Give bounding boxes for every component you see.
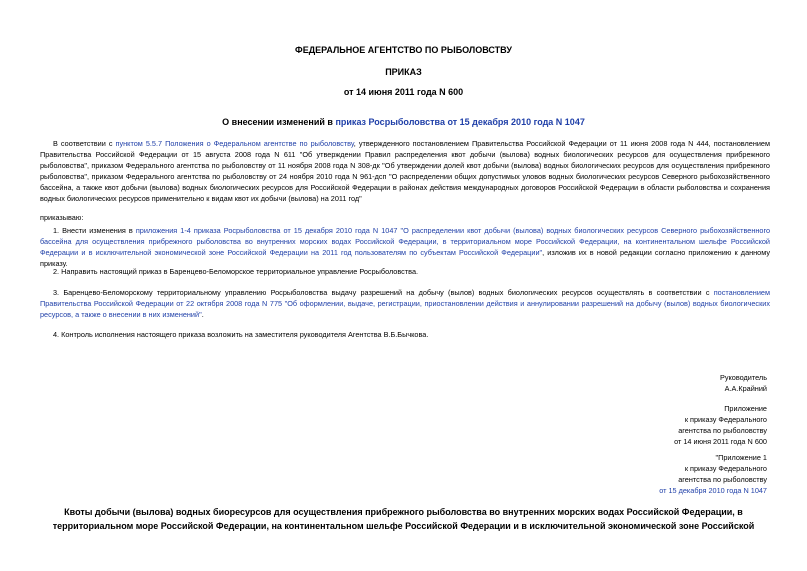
subject-prefix: О внесении изменений в: [222, 117, 336, 127]
appendix-line-1: Приложение: [724, 404, 767, 413]
item-2-paragraph: 2. Направить настоящий приказ в Баренцево-Беломорское территориальное управление Росрыболовства.: [53, 267, 419, 276]
item-3-text-2: .: [201, 309, 204, 319]
item-4-paragraph: 4. Контроль исполнения настоящего приказа возложить на заместителя руководителя Агентства В.Б.Бычкова.: [53, 330, 429, 339]
signature-name: А.А.Крайний: [724, 383, 767, 393]
appendix-line-4: от 14 июня 2011 года N 600: [674, 436, 767, 446]
appendix-1-line-1: "Приложение 1: [715, 453, 767, 462]
quota-table-title: Квоты добычи (вылова) водных биоресурсов для осуществления прибрежного рыболовства во внутренних морских водах Российской Федерации, в территориальном море Российской Федерации, на континентальном шельфе Российской Федерации и в исключительной экономической зоне Российской: [52, 507, 755, 531]
preamble-paragraph: [40, 139, 770, 204]
signature-title: Руководитель: [719, 373, 767, 382]
appendix-line-3: агентства по рыболовству: [678, 425, 767, 435]
appendix-1-link[interactable]: от 15 декабря 2010 года N 1047: [659, 485, 767, 495]
item-3-paragraph: [40, 288, 770, 321]
agency-heading: ФЕДЕРАЛЬНОЕ АГЕНТСТВО ПО РЫБОЛОВСТВУ: [295, 45, 512, 55]
subject-link[interactable]: приказ Росрыболовства от 15 декабря 2010 года N 1047: [335, 117, 585, 127]
subject-title: [0, 117, 807, 127]
preamble-text-2: , утвержденного постановлением Правительства Российской Федерации от 11 июня 2008 года N 444, постановлением Правительства Российской Федерации от 15 августа 2008 года N 611 "Об утверждении Правил распределения квот добычи (вылова) водных биологических ресурсов для осуществления прибрежного рыболовства", приказом Федерального агентства по рыболовству от 11 ноября 2008 года N 308-дк "Об утверждении долей квот добычи (вылова) водных биологических ресурсов для осуществления прибрежного рыболовства", приказом Федерального агентства по рыболовству от 24 ноября 2010 года N 961-дсп "О распределении общих допустимых уловов водных биологических ресурсов Северного рыбохозяйственного бассейна, а также квот добычи (вылова) водных биологических ресурсов для Российской Федерации в районах действия международных договоров Российской Федерации в области рыболовства и сохранения водных биологических ресурсов применительно к видам квот их добычи (вылова) на 2011 год": [40, 139, 770, 203]
item-1-text-1: 1. Внести изменения в: [53, 226, 136, 235]
appendix-1-line-2: к приказу Федерального: [684, 463, 767, 473]
doc-type-heading: ПРИКАЗ: [385, 67, 422, 77]
item-1-link[interactable]: приложения 1-4 приказа Росрыболовства от 15 декабря 2010 года N 1047 "О распределении квот добычи (вылова) водных биологических ресурсов Северного рыбохозяйственного бассейна для осуществления прибрежного рыболовства во внутренних морских водах Российской Федерации, в территориальном море Российской Федерации, на континентальном шельфе Российской Федерации и в исключительной экономической зоне Российской Федерации на 2011 год пользователям по субъектам Российской Федерации": [40, 226, 770, 257]
appendix-block: [674, 404, 767, 448]
item-1-paragraph: [40, 226, 770, 270]
item-1-text-2: , изложив их в новой редакции согласно приложению к данному приказу.: [40, 247, 770, 268]
item-3-link[interactable]: постановлением Правительства Российской Федерации от 22 октября 2008 года N 775 "Об оформлении, выдаче, регистрации, приостановлении действия и аннулировании разрешений на добычу (вылов) водных биологических ресурсов, а также о внесении в них изменений": [40, 288, 770, 319]
preamble-link[interactable]: пунктом 5.5.7 Положения о Федеральном агентстве по рыболовству: [115, 139, 354, 148]
preamble-text-1: В соответствии с: [53, 139, 116, 148]
doc-date-heading: от 14 июня 2011 года N 600: [343, 87, 464, 97]
orders-label: приказываю:: [40, 213, 84, 222]
item-3-text-1: 3. Баренцево-Беломорскому территориальному управлению Росрыболовства выдачу разрешений на добычу (вылов) водных биологических ресурсов осуществлять в соответствии с: [53, 288, 714, 297]
appendix-1-block: [659, 453, 767, 497]
signature-block: [720, 373, 767, 395]
appendix-1-line-3: агентства по рыболовству: [678, 474, 767, 484]
appendix-line-2: к приказу Федерального: [684, 414, 767, 424]
